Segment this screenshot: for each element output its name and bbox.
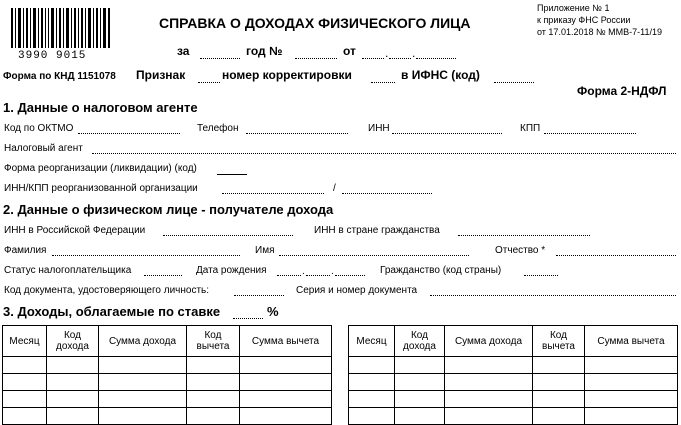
appendix-line-1: Приложение № 1 [537,3,610,13]
label-citizenship: Гражданство (код страны) [380,265,502,276]
table-cell[interactable] [585,391,678,408]
column-month: Месяц [3,326,47,357]
label-correction-number: номер корректировки [222,68,352,82]
column-deduction-code: Код вычета [187,326,240,357]
label-ifns: в ИФНС (код) [401,68,480,82]
table-cell[interactable] [240,374,332,391]
label-kpp: КПП [520,123,541,134]
table-row [3,374,332,391]
priznak-field[interactable] [198,82,220,83]
column-deduction-sum: Сумма вычета [585,326,678,357]
label-oktmo: Код по ОКТМО [4,123,74,134]
taxpayer-status-field[interactable] [144,275,182,276]
table-cell[interactable] [99,357,187,374]
table-row [349,357,678,374]
table-row [349,374,678,391]
table-cell[interactable] [187,357,240,374]
table-row [349,408,678,425]
table-row [3,408,332,425]
table-cell[interactable] [349,408,395,425]
date-year-field[interactable] [416,58,456,59]
id-doc-code-field[interactable] [234,295,284,296]
income-table-left [2,325,332,425]
table-cell[interactable] [240,357,332,374]
barcode-graphic [11,8,111,48]
label-ot: от [343,44,356,58]
label-za: за [177,44,190,58]
label-reorg-inn-kpp: ИНН/КПП реорганизованной организации [4,183,198,194]
column-deduction-sum: Сумма вычета [240,326,332,357]
table-cell[interactable] [395,408,445,425]
table-cell[interactable] [3,408,47,425]
table-cell[interactable] [349,357,395,374]
tax-agent-field[interactable] [92,153,676,154]
percent-sign: % [267,304,279,319]
table-cell[interactable] [395,374,445,391]
birth-day-field[interactable] [277,275,301,276]
table-cell[interactable] [585,357,678,374]
column-income-code: Код дохода [47,326,99,357]
table-row [3,391,332,408]
table-header-row [349,326,678,357]
table-cell[interactable] [395,391,445,408]
table-cell[interactable] [3,357,47,374]
table-cell[interactable] [445,357,533,374]
label-god-nomer: год № [246,44,283,58]
table-cell[interactable] [533,391,585,408]
table-cell[interactable] [445,374,533,391]
label-inn-rf: ИНН в Российской Федерации [4,225,146,236]
table-cell[interactable] [3,374,47,391]
table-header-row [3,326,332,357]
label-phone: Телефон [197,123,239,134]
name-field[interactable] [279,255,469,256]
table-cell[interactable] [3,391,47,408]
table-cell[interactable] [533,374,585,391]
table-cell[interactable] [47,391,99,408]
label-agent-inn: ИНН [368,123,390,134]
section-3-title: 3. Доходы, облагаемые по ставке [3,304,221,319]
reorg-inn-field[interactable] [222,193,324,194]
section-2-title: 2. Данные о физическом лице - получателе дохода [3,202,334,217]
reorg-kpp-field[interactable] [342,193,432,194]
kpp-field[interactable] [544,133,636,134]
table-cell[interactable] [395,357,445,374]
inn-foreign-field[interactable] [458,235,590,236]
birth-month-field[interactable] [306,275,330,276]
label-name: Имя [255,245,275,256]
table-row [349,391,678,408]
table-cell[interactable] [187,374,240,391]
agent-inn-field[interactable] [392,133,502,134]
table-cell[interactable] [240,408,332,425]
label-patronymic: Отчество * [495,245,546,256]
ifns-code-field[interactable] [494,82,534,83]
label-inn-foreign: ИНН в стране гражданства [314,225,440,236]
section-1-title: 1. Данные о налоговом агенте [3,100,198,115]
table-cell[interactable] [187,408,240,425]
date-month-field[interactable] [389,58,411,59]
table-cell[interactable] [240,391,332,408]
column-income-sum: Сумма дохода [445,326,533,357]
table-cell[interactable] [187,391,240,408]
column-month: Месяц [349,326,395,357]
column-income-sum: Сумма дохода [99,326,187,357]
label-tax-agent: Налоговый агент [4,143,83,154]
label-doc-series: Серия и номер документа [296,285,418,296]
label-taxpayer-status: Статус налогоплательщика [4,265,132,276]
table-cell[interactable] [349,374,395,391]
tax-rate-field[interactable] [233,318,263,319]
barcode-number: 3990 9015 [18,50,87,62]
column-income-code: Код дохода [395,326,445,357]
reorg-code-field[interactable] [217,174,247,175]
knd-code: Форма по КНД 1151078 [3,71,116,82]
table-cell[interactable] [99,408,187,425]
table-cell[interactable] [47,374,99,391]
year-field[interactable] [200,58,240,59]
patronymic-field[interactable] [556,255,676,256]
birth-year-field[interactable] [335,275,365,276]
oktmo-field[interactable] [78,133,180,134]
label-id-doc-code: Код документа, удостоверяющего личность: [4,285,210,296]
income-table-right [348,325,678,425]
appendix-line-2: к приказу ФНС России [537,15,631,25]
table-cell[interactable] [99,391,187,408]
certificate-number-field[interactable] [295,58,337,59]
table-cell[interactable] [445,391,533,408]
citizenship-field[interactable] [524,275,558,276]
table-cell[interactable] [47,357,99,374]
doc-series-field[interactable] [430,295,676,296]
table-cell[interactable] [533,408,585,425]
date-day-field[interactable] [362,58,384,59]
label-slash: / [333,183,336,194]
inn-rf-field[interactable] [163,235,293,236]
document-title: СПРАВКА О ДОХОДАХ ФИЗИЧЕСКОГО ЛИЦА [159,15,471,31]
table-row [3,357,332,374]
appendix-line-3: от 17.01.2018 № ММВ-7-11/19 [537,27,662,37]
surname-field[interactable] [52,255,240,256]
label-reorg-form: Форма реорганизации (ликвидации) (код) [4,163,197,174]
table-cell[interactable] [585,374,678,391]
label-priznak: Признак [136,68,186,82]
form-name: Форма 2-НДФЛ [577,84,667,98]
label-birth-date: Дата рождения [196,265,267,276]
label-surname: Фамилия [4,245,47,256]
phone-field[interactable] [246,133,348,134]
table-cell[interactable] [445,408,533,425]
column-deduction-code: Код вычета [533,326,585,357]
table-cell[interactable] [533,357,585,374]
correction-number-field[interactable] [371,82,395,83]
table-cell[interactable] [47,408,99,425]
table-cell[interactable] [99,374,187,391]
table-cell[interactable] [585,408,678,425]
table-cell[interactable] [349,391,395,408]
